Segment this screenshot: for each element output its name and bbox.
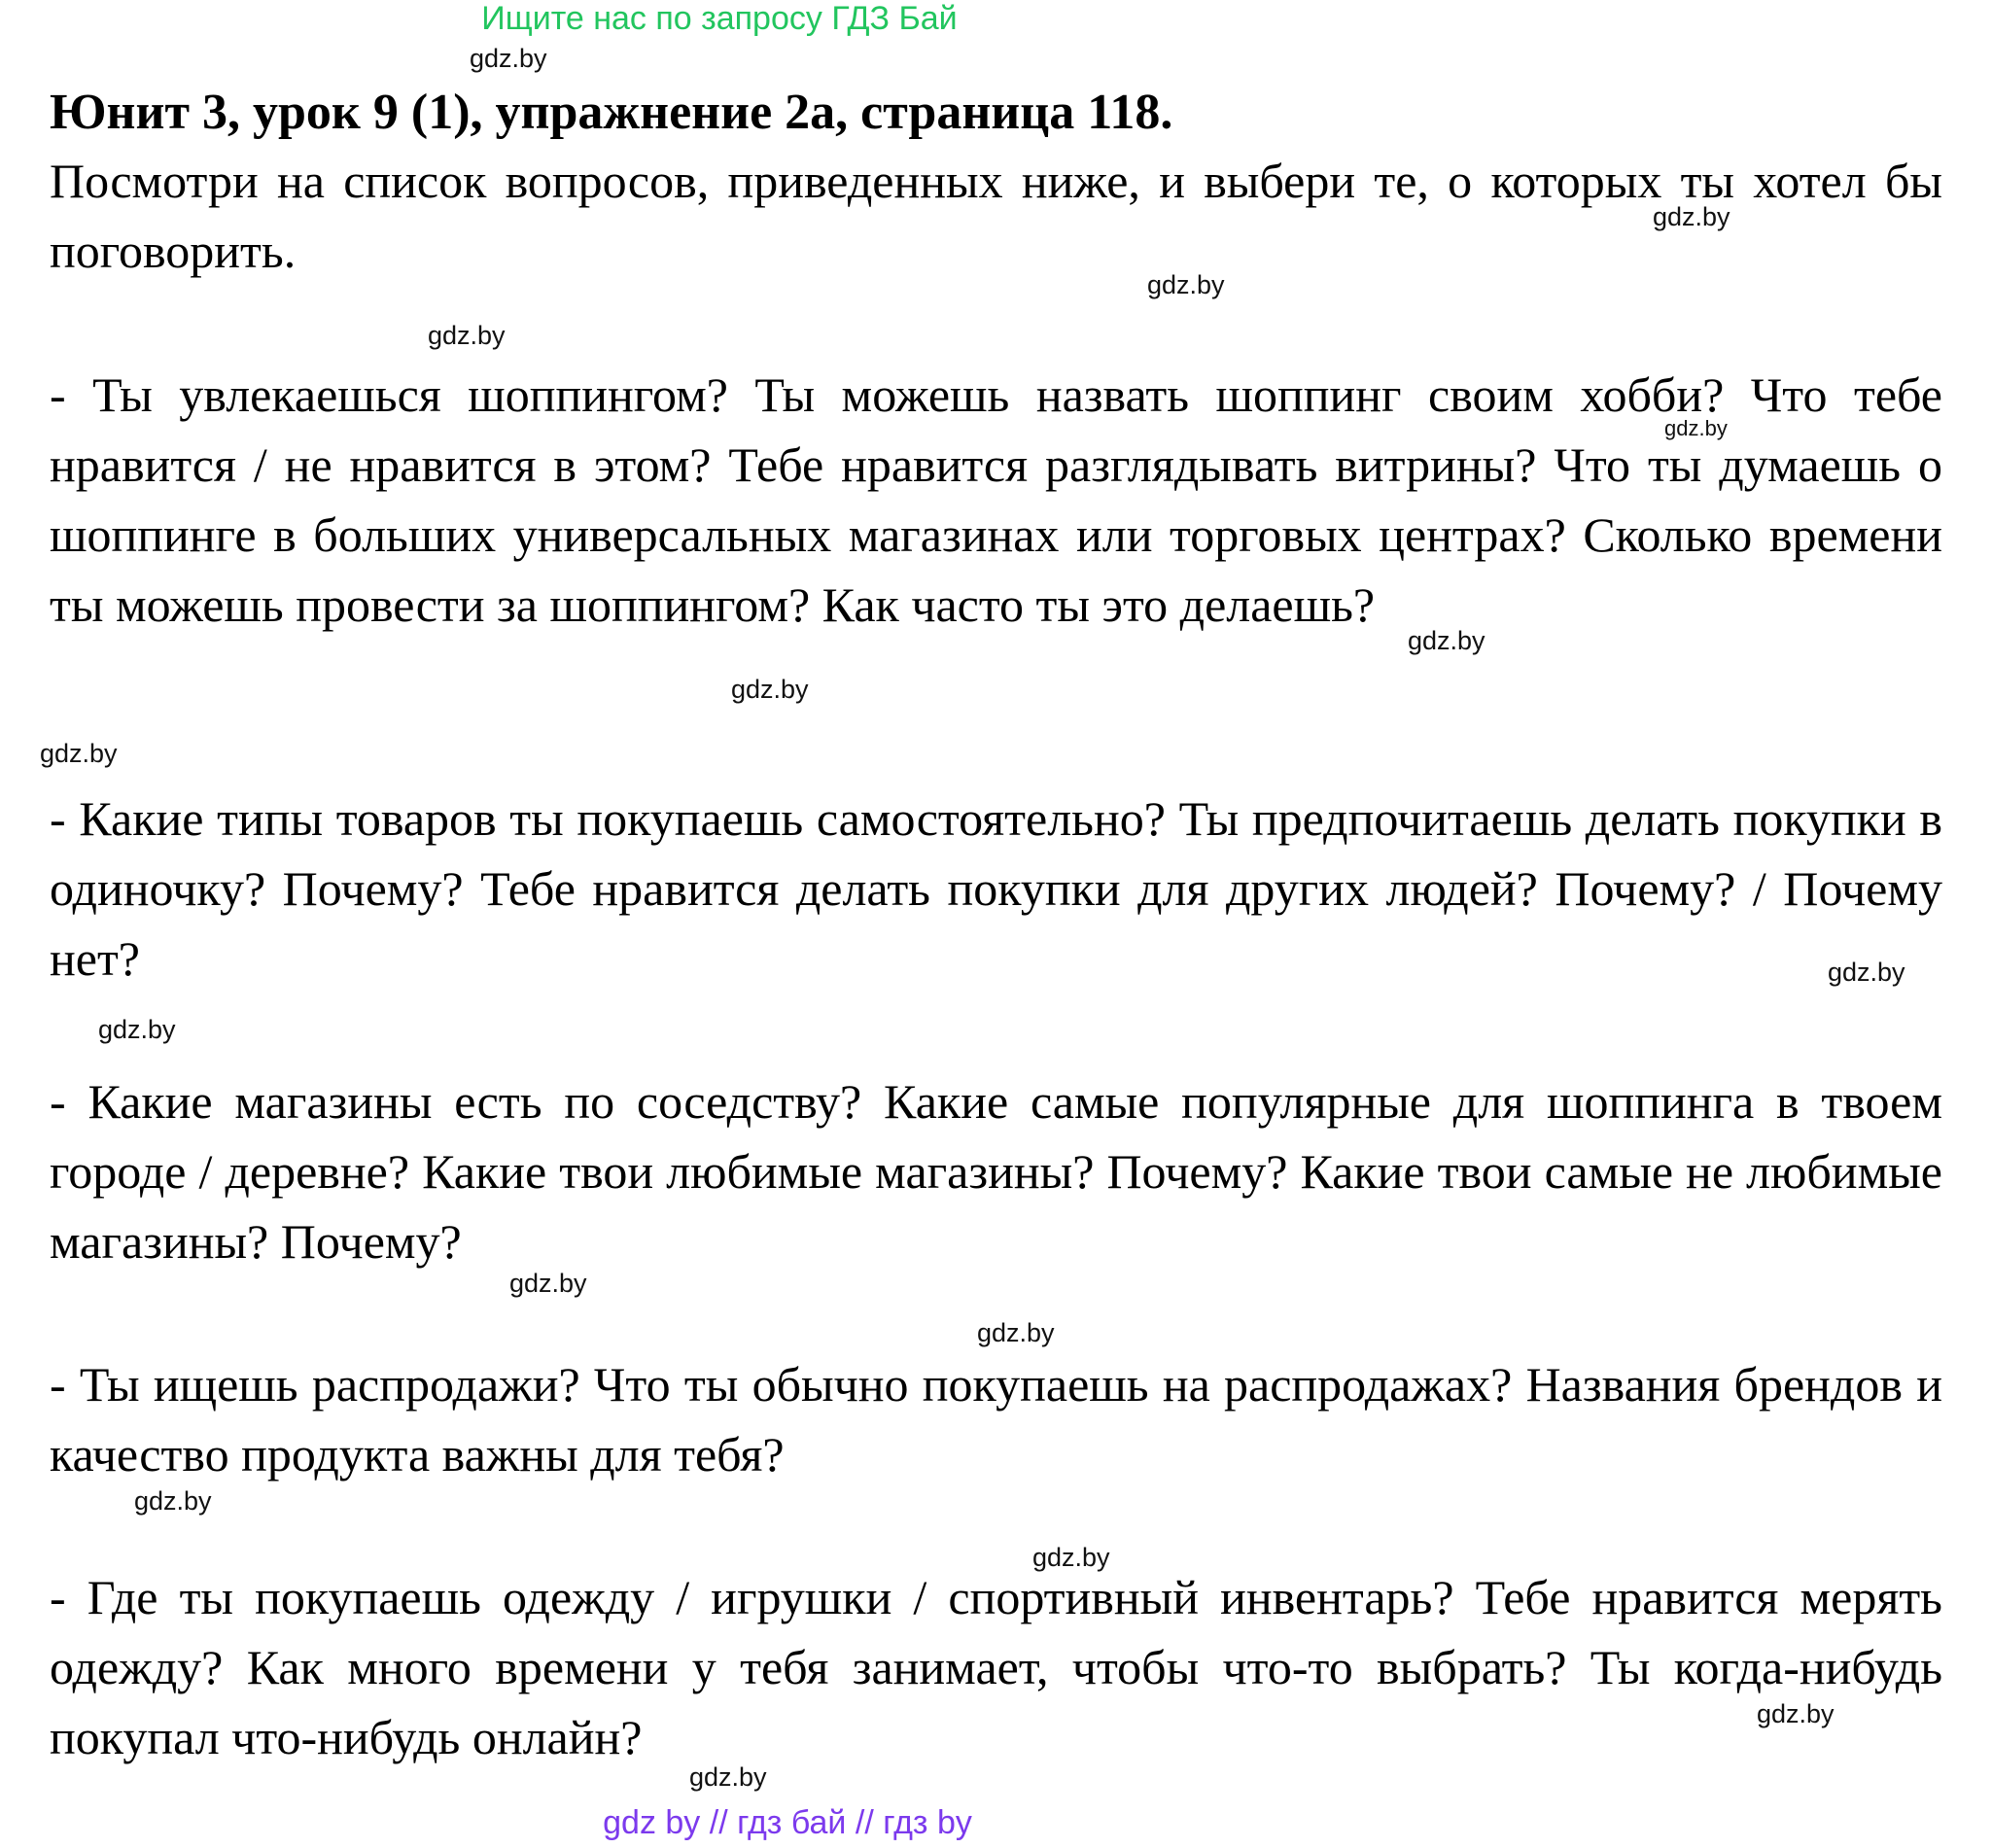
watermark: gdz.by xyxy=(134,1486,212,1516)
watermark: gdz.by xyxy=(98,1015,176,1044)
watermark: gdz.by xyxy=(1408,626,1485,655)
question-paragraph-5: - Где ты покупаешь одежду / игрушки / спортивный инвентарь? Тебе нравится мерять одежду? Как много времени у тебя занимает, чтобы что-то выбрать? Ты когда-нибудь покупал что-нибудь онлайн? xyxy=(50,1570,1942,1764)
question-paragraph-3: - Какие магазины есть по соседству? Какие самые популярные для шоппинга в твоем городе / деревне? Какие твои любимые магазины? Почему? Какие твои самые не любимые магазины? Почему? xyxy=(50,1074,1942,1269)
watermark: gdz.by xyxy=(1664,416,1728,440)
watermark: gdz.by xyxy=(689,1762,767,1792)
watermark: gdz.by xyxy=(509,1269,587,1298)
watermark: gdz.by xyxy=(731,675,809,704)
page-title: Юнит 3, урок 9 (1), упражнение 2а, страница 118. xyxy=(50,85,1173,140)
question-paragraph-4: - Ты ищешь распродажи? Что ты обычно покупаешь на распродажах? Названия брендов и качество продукта важны для тебя? xyxy=(50,1357,1942,1482)
watermark: gdz.by xyxy=(977,1318,1055,1347)
watermark: gdz.by xyxy=(470,44,547,73)
watermark: gdz.by xyxy=(1828,958,1905,987)
watermark: gdz.by xyxy=(428,321,506,350)
search-banner: Ищите нас по запросу ГДЗ Бай xyxy=(481,0,958,37)
question-paragraph-2: - Какие типы товаров ты покупаешь самостоятельно? Ты предпочитаешь делать покупки в одиночку? Почему? Тебе нравится делать покупки для других людей? Почему? / Почему нет? xyxy=(50,791,1942,986)
watermark: gdz.by xyxy=(1032,1543,1110,1572)
watermark: gdz.by xyxy=(1653,202,1730,231)
question-paragraph-1: - Ты увлекаешься шоппингом? Ты можешь назвать шоппинг своим хобби? Что тебе нравится / не нравится в этом? Тебе нравится разглядывать витрины? Что ты думаешь о шоппинге в больших универсальных магазинах или торговых центрах? Сколько времени ты можешь провести за шоппингом? Как часто ты это делаешь? xyxy=(50,367,1942,632)
instruction-text: Посмотри на список вопросов, приведенных ниже, и выбери те, о которых ты хотел бы поговорить. xyxy=(50,154,1942,278)
watermark: gdz.by xyxy=(1757,1699,1835,1728)
footer-watermark: gdz by // гдз бай // гдз by xyxy=(603,1804,972,1841)
watermark: gdz.by xyxy=(1147,270,1225,299)
watermark: gdz.by xyxy=(40,739,118,768)
